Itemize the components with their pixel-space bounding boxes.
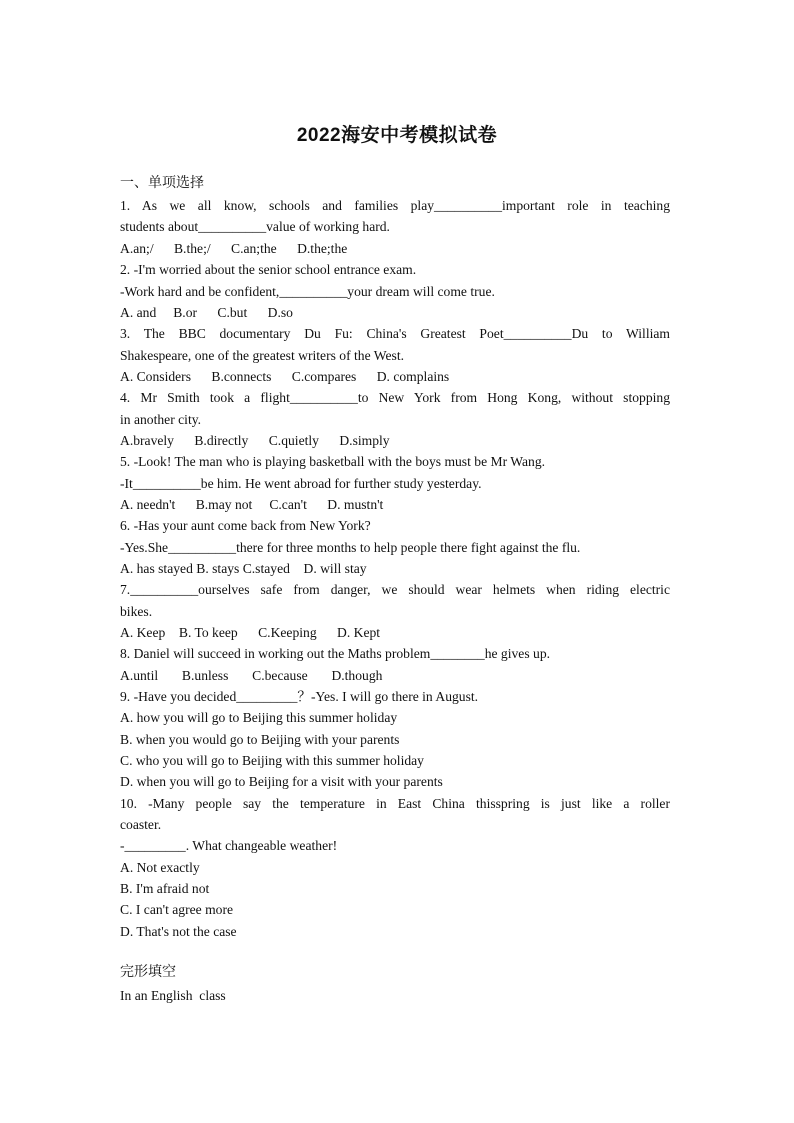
question-6-options: A. has stayed B. stays C.stayed D. will stay: [120, 561, 367, 576]
question-8-line-1: 8. Daniel will succeed in working out the Maths problem________he gives up.: [120, 646, 551, 661]
question-4-line-1: 4. Mr Smith took a flight__________to New York from Hong Kong, without stopping: [120, 390, 670, 405]
question-10-option-c: C. I can't agree more: [120, 902, 234, 917]
question-2-line-2: -Work hard and be confident,__________your dream will come true.: [120, 284, 495, 299]
question-1-options: A.an;/ B.the;/ C.an;the D.the;the: [120, 241, 348, 256]
question-6-line-1: 6. -Has your aunt come back from New York?: [120, 518, 371, 533]
question-3-options: A. Considers B.connects C.compares D. complains: [120, 369, 450, 384]
section-heading-cloze: 完形填空: [120, 964, 176, 980]
question-10-line-3: -_________. What changeable weather!: [120, 838, 338, 853]
question-5-line-2: -It__________be him. He went abroad for further study yesterday.: [120, 476, 482, 491]
section-heading-multiple-choice: 一、单项选择: [120, 175, 204, 191]
question-7-options: A. Keep B. To keep C.Keeping D. Kept: [120, 625, 381, 640]
question-10-line-2: coaster.: [120, 817, 162, 832]
question-7-line-2: bikes.: [120, 604, 153, 619]
question-9-option-d: D. when you will go to Beijing for a visit with your parents: [120, 774, 443, 789]
question-10-option-d: D. That's not the case: [120, 924, 237, 939]
question-1-line-1: 1. As we all know, schools and families play__________important role in teaching: [120, 198, 670, 213]
question-6-line-2: -Yes.She__________there for three months to help people there fight against the flu.: [120, 540, 581, 555]
question-9-line-1: 9. -Have you decided_________？-Yes. I will go there in August.: [120, 689, 479, 704]
question-2-line-1: 2. -I'm worried about the senior school entrance exam.: [120, 262, 417, 277]
question-8-options: A.until B.unless C.because D.though: [120, 668, 383, 683]
question-9-option-c: C. who you will go to Beijing with this summer holiday: [120, 753, 424, 768]
question-4-line-2: in another city.: [120, 412, 202, 427]
question-9-option-a: A. how you will go to Beijing this summer holiday: [120, 710, 398, 725]
question-10-option-b: B. I'm afraid not: [120, 881, 210, 896]
question-4-options: A.bravely B.directly C.quietly D.simply: [120, 433, 390, 448]
question-5-line-1: 5. -Look! The man who is playing basketball with the boys must be Mr Wang.: [120, 454, 546, 469]
question-10-option-a: A. Not exactly: [120, 860, 200, 875]
page-title: 2022海安中考模拟试卷: [296, 125, 498, 146]
question-9-option-b: B. when you would go to Beijing with your parents: [120, 732, 400, 747]
question-2-options: A. and B.or C.but D.so: [120, 305, 293, 320]
question-3-line-2: Shakespeare, one of the greatest writers of the West.: [120, 348, 405, 363]
question-3-line-1: 3. The BBC documentary Du Fu: China's Greatest Poet__________Du to William: [120, 326, 670, 341]
question-10-line-1: 10. -Many people say the temperature in East China thisspring is just like a roller: [120, 796, 670, 811]
question-5-options: A. needn't B.may not C.can't D. mustn't: [120, 497, 384, 512]
question-7-line-1: 7.__________ourselves safe from danger, we should wear helmets when riding electric: [120, 582, 670, 597]
question-1-line-2: students about__________value of working hard.: [120, 219, 390, 234]
cloze-passage-title: In an English class: [120, 988, 226, 1003]
